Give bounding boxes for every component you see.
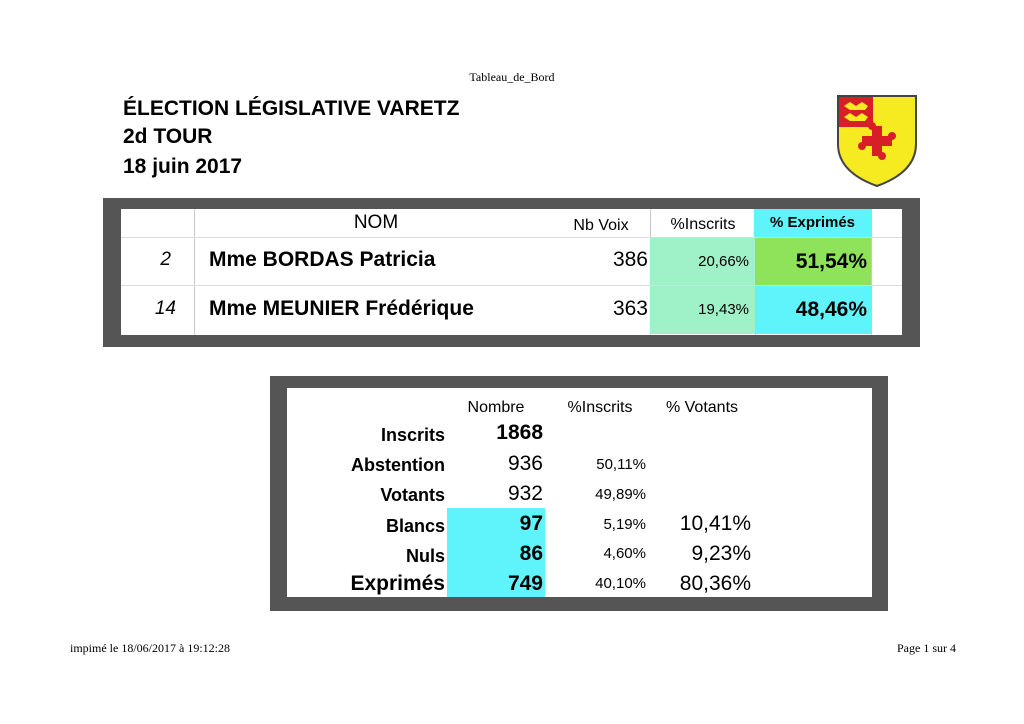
stat-count: 1868 bbox=[496, 421, 543, 444]
stat-count: 936 bbox=[507, 452, 543, 475]
print-timestamp: impimé le 18/06/2017 à 19:12:28 bbox=[70, 641, 230, 655]
candidate-pct-exprimes: 48,46% bbox=[755, 286, 871, 334]
stat-label: Exprimés bbox=[350, 572, 445, 595]
stat-label: Nuls bbox=[405, 546, 445, 566]
stat-label: Abstention bbox=[351, 455, 445, 475]
page-number: Page 1 sur 4 bbox=[897, 641, 956, 655]
stat-count: 749 bbox=[507, 572, 543, 595]
stat-pct-inscrits: 50,11% bbox=[596, 456, 646, 473]
candidate-votes: 363 bbox=[612, 297, 648, 320]
page-subtitle-date: 18 juin 2017 bbox=[123, 155, 243, 178]
column-header-count: Nombre bbox=[467, 399, 525, 416]
page-title: ÉLECTION LÉGISLATIVE VARETZ bbox=[123, 97, 460, 120]
column-header-pct-inscrits: %Inscrits bbox=[670, 216, 736, 233]
candidate-name: Mme BORDAS Patricia bbox=[209, 248, 436, 271]
stat-pct-votants: 80,36% bbox=[679, 572, 751, 595]
candidate-pct-inscrits: 19,43% bbox=[650, 286, 755, 334]
candidate-number: 14 bbox=[154, 298, 176, 319]
stat-pct-votants: 9,23% bbox=[691, 542, 751, 565]
page-subtitle-round: 2d TOUR bbox=[123, 125, 213, 148]
candidates-table bbox=[121, 209, 902, 335]
stat-pct-inscrits: 5,19% bbox=[603, 516, 646, 533]
coat-of-arms-icon bbox=[834, 92, 920, 190]
candidate-pct-exprimes: 51,54% bbox=[755, 238, 871, 285]
stat-pct-inscrits: 4,60% bbox=[603, 545, 646, 562]
candidate-votes: 386 bbox=[612, 248, 648, 271]
candidate-pct-inscrits: 20,66% bbox=[650, 238, 755, 285]
stat-count: 932 bbox=[507, 482, 543, 505]
column-header-pct-exprimes: % Exprimés bbox=[754, 209, 871, 237]
candidate-number: 2 bbox=[160, 249, 171, 270]
candidate-name: Mme MEUNIER Frédérique bbox=[209, 297, 474, 320]
stats-table bbox=[287, 388, 872, 597]
stat-pct-inscrits: 49,89% bbox=[595, 486, 646, 503]
column-header-name: NOM bbox=[353, 212, 399, 233]
stat-pct-inscrits: 40,10% bbox=[595, 575, 646, 592]
stat-label: Blancs bbox=[385, 516, 445, 536]
stat-count: 86 bbox=[519, 542, 543, 565]
column-header-votes: Nb Voix bbox=[573, 217, 629, 234]
stat-pct-votants: 10,41% bbox=[679, 512, 751, 535]
page-header-label: Tableau_de_Bord bbox=[469, 70, 555, 84]
column-header-pct-votants: % Votants bbox=[665, 399, 739, 416]
stat-label: Votants bbox=[380, 485, 445, 505]
column-header-pct-inscrits: %Inscrits bbox=[567, 399, 633, 416]
stat-count: 97 bbox=[519, 512, 543, 535]
stat-label: Inscrits bbox=[380, 425, 445, 445]
